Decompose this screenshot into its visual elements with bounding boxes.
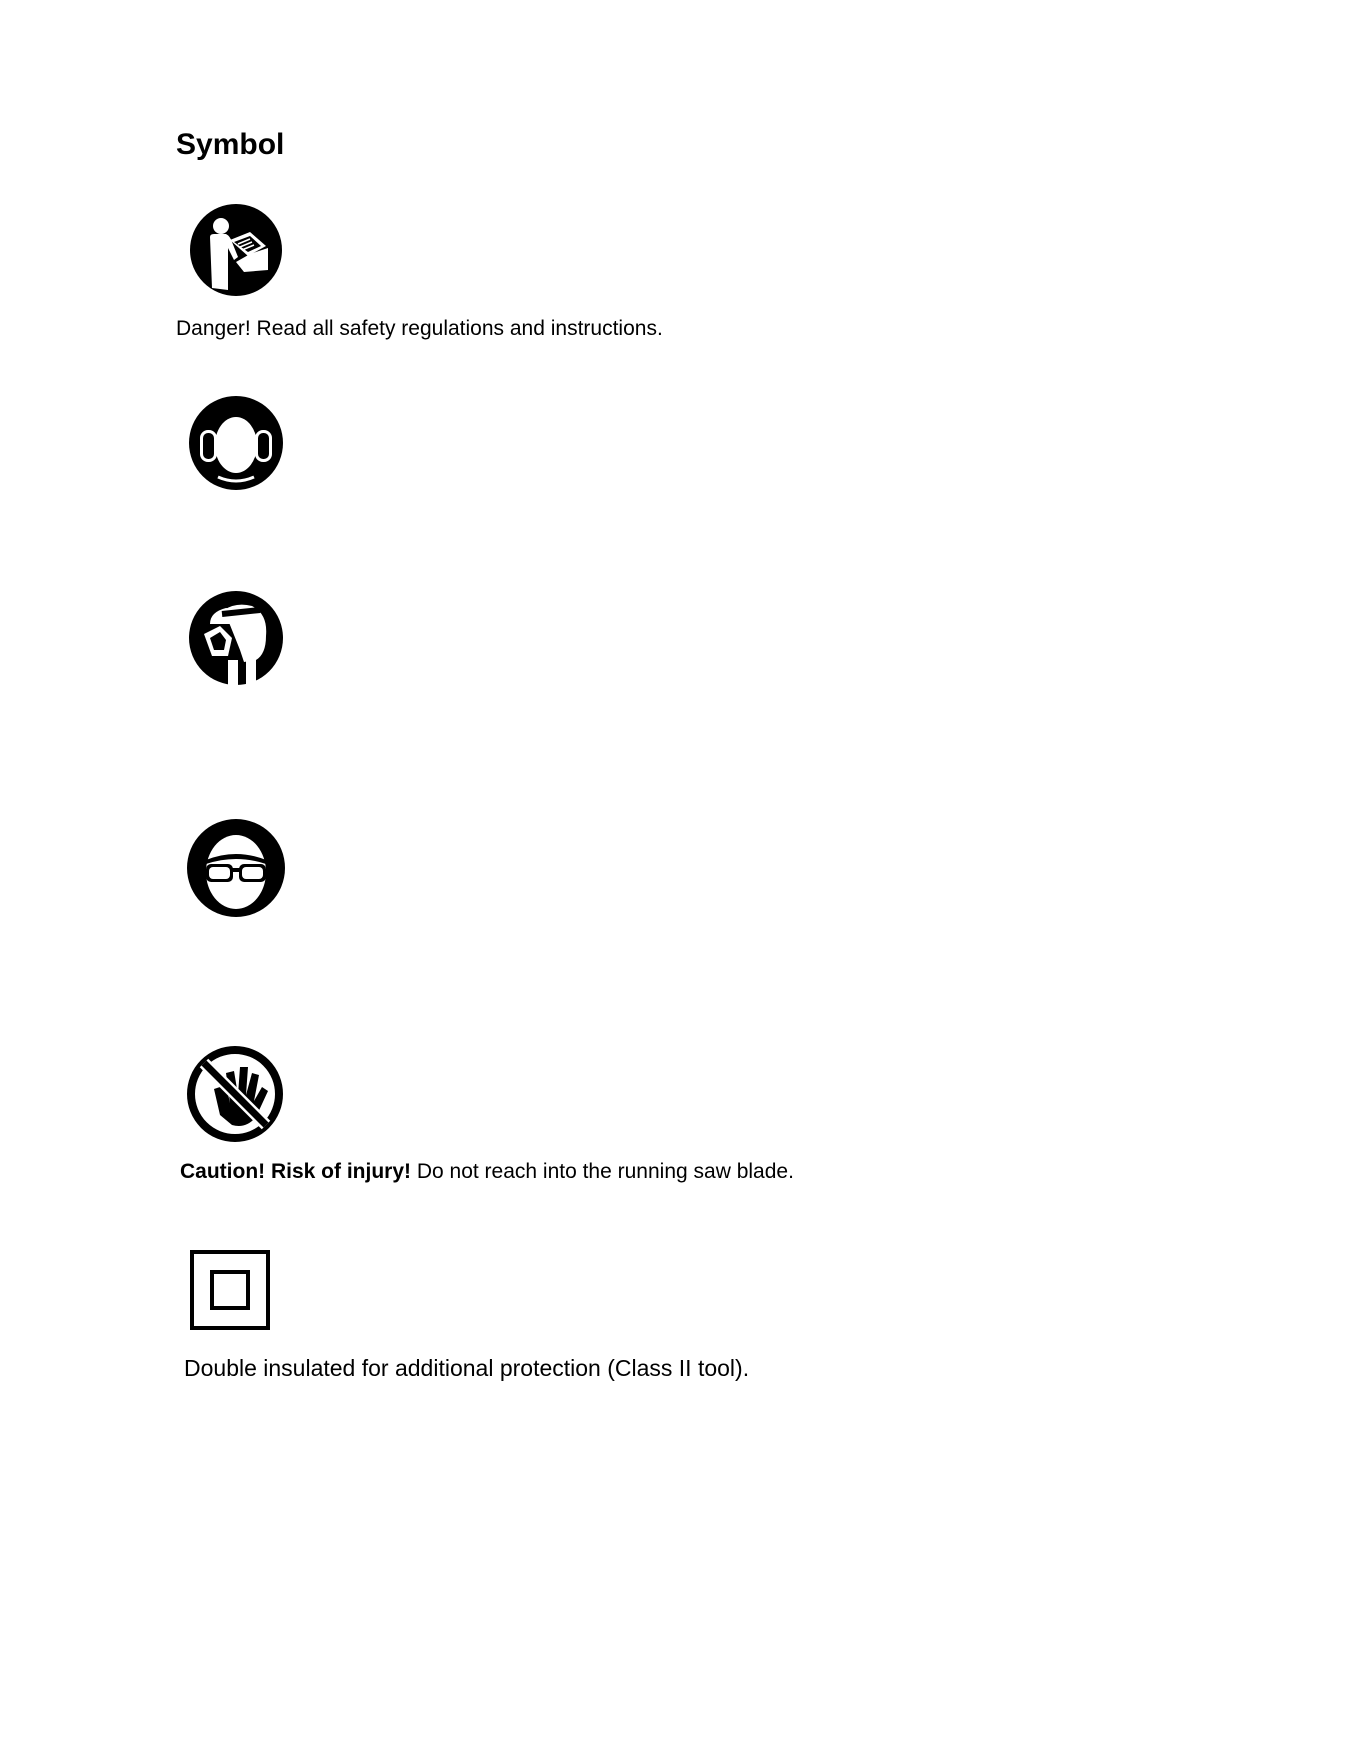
symbol-caption-do-not-touch <box>180 1161 794 1182</box>
ear-protection-icon <box>188 395 284 491</box>
double-insulated-icon <box>189 1249 271 1331</box>
symbol-caption-double-insulated <box>184 1357 749 1380</box>
dust-mask-icon <box>188 590 284 686</box>
caption-bold-text: Caution! Risk of injury! <box>180 1160 411 1183</box>
do-not-touch-icon <box>186 1045 284 1143</box>
eye-protection-icon <box>186 818 286 918</box>
caption-text: Double insulated for additional protection (Class II tool). <box>184 1355 750 1381</box>
symbol-caption-read-manual <box>176 318 663 339</box>
caption-text: Do not reach into the running saw blade. <box>411 1160 794 1183</box>
read-manual-icon <box>188 202 284 298</box>
page-title: Symbol <box>176 128 285 161</box>
caption-text: Danger! Read all safety regulations and instructions. <box>176 317 663 340</box>
